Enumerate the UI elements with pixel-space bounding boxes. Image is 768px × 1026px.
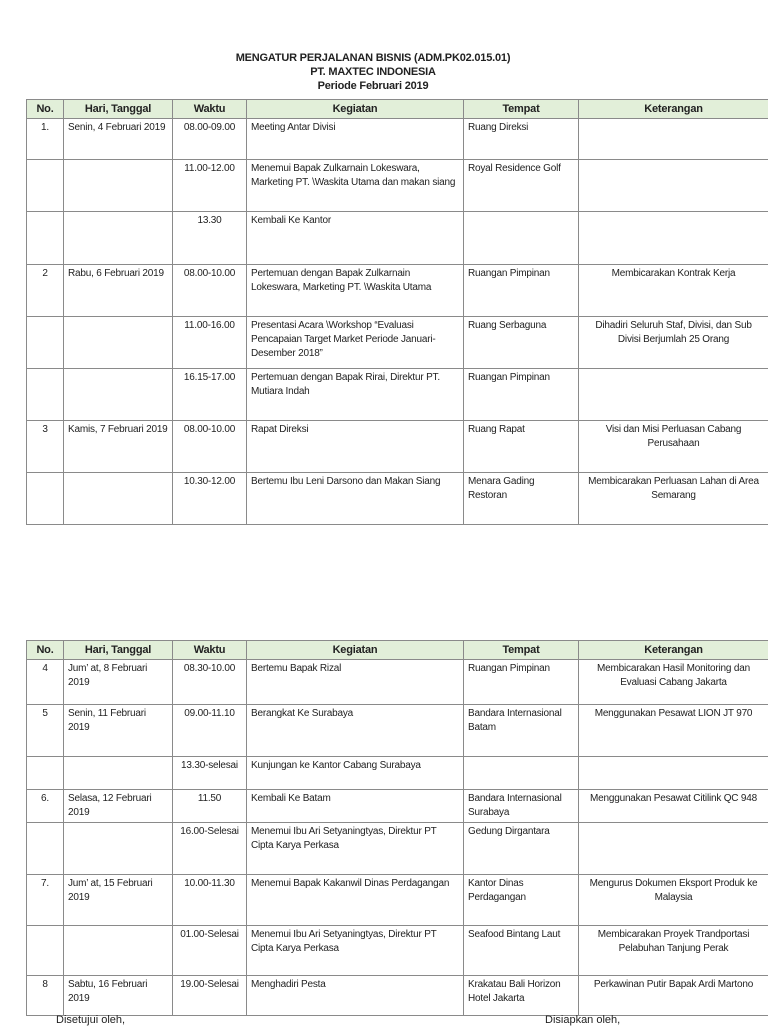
cell-keterangan: Membicarakan Hasil Monitoring dan Evaluasi Cabang Jakarta [579,660,768,705]
schedule-table-2 [26,640,768,1016]
cell-hari-tanggal [64,369,173,421]
cell-waktu: 11.00-16.00 [173,317,247,369]
cell-tempat: Ruang Serbaguna [464,317,579,369]
column-header-kegiatan: Kegiatan [247,100,464,119]
cell-keterangan [579,823,768,875]
column-header-tempat: Tempat [464,100,579,119]
column-header-waktu: Waktu [173,100,247,119]
cell-no [27,212,64,265]
cell-keterangan: Membicarakan Proyek Trandportasi Pelabuhan Tanjung Perak [579,926,768,976]
cell-waktu: 11.00-12.00 [173,160,247,212]
cell-keterangan: Perkawinan Putir Bapak Ardi Martono [579,976,768,1016]
period-label: Periode Februari 2019 [0,80,746,92]
table-row [27,317,768,369]
cell-tempat [464,757,579,790]
cell-waktu: 09.00-11.10 [173,705,247,757]
table-row [27,265,768,317]
cell-keterangan: Dihadiri Seluruh Staf, Divisi, dan Sub Divisi Berjumlah 25 Orang [579,317,768,369]
cell-waktu: 10.30-12.00 [173,473,247,525]
cell-waktu: 11.50 [173,790,247,823]
column-header-tempat: Tempat [464,641,579,660]
cell-waktu: 08.30-10.00 [173,660,247,705]
column-header-hari-tanggal: Hari, Tanggal [64,100,173,119]
cell-hari-tanggal: Rabu, 6 Februari 2019 [64,265,173,317]
cell-waktu: 08.00-09.00 [173,119,247,160]
cell-hari-tanggal: Kamis, 7 Februari 2019 [64,421,173,473]
cell-no [27,160,64,212]
cell-tempat: Ruangan Pimpinan [464,660,579,705]
company-name: PT. MAXTEC INDONESIA [0,66,746,78]
cell-kegiatan: Pertemuan dengan Bapak Rirai, Direktur PT. Mutiara Indah [247,369,464,421]
table-row [27,119,768,160]
column-header-no: No. [27,100,64,119]
table-row [27,369,768,421]
cell-waktu: 16.15-17.00 [173,369,247,421]
cell-tempat [464,212,579,265]
cell-no: 1. [27,119,64,160]
table-row [27,473,768,525]
cell-no [27,369,64,421]
table-row [27,705,768,757]
cell-keterangan [579,160,768,212]
cell-keterangan: Menggunakan Pesawat LION JT 970 [579,705,768,757]
cell-kegiatan: Bertemu Bapak Rizal [247,660,464,705]
cell-hari-tanggal: Sabtu, 16 Februari 2019 [64,976,173,1016]
column-header-kegiatan: Kegiatan [247,641,464,660]
cell-kegiatan: Bertemu Ibu Leni Darsono dan Makan Siang [247,473,464,525]
document-title: MENGATUR PERJALANAN BISNIS (ADM.PK02.015.01) [0,52,746,64]
table-row [27,790,768,823]
cell-hari-tanggal [64,212,173,265]
table-row [27,823,768,875]
cell-keterangan: Membicarakan Perluasan Lahan di Area Semarang [579,473,768,525]
cell-no [27,926,64,976]
table-row [27,757,768,790]
column-header-hari-tanggal: Hari, Tanggal [64,641,173,660]
cell-waktu: 16.00-Selesai [173,823,247,875]
cell-no: 7. [27,875,64,926]
cell-kegiatan: Meeting Antar Divisi [247,119,464,160]
header-row [27,100,768,119]
cell-tempat: Ruang Direksi [464,119,579,160]
cell-kegiatan: Kembali Ke Kantor [247,212,464,265]
cell-kegiatan: Menemui Ibu Ari Setyaningtyas, Direktur PT Cipta Karya Perkasa [247,926,464,976]
cell-tempat: Royal Residence Golf [464,160,579,212]
cell-waktu: 01.00-Selesai [173,926,247,976]
table-row [27,926,768,976]
cell-hari-tanggal: Jum’ at, 8 Februari 2019 [64,660,173,705]
cell-waktu: 13.30 [173,212,247,265]
cell-kegiatan: Berangkat Ke Surabaya [247,705,464,757]
column-header-no: No. [27,641,64,660]
cell-hari-tanggal [64,160,173,212]
cell-no: 3 [27,421,64,473]
table-row [27,421,768,473]
cell-waktu: 13.30-selesai [173,757,247,790]
cell-tempat: Kantor Dinas Perdagangan [464,875,579,926]
cell-kegiatan: Menemui Ibu Ari Setyaningtyas, Direktur PT Cipta Karya Perkasa [247,823,464,875]
cell-no [27,757,64,790]
cell-kegiatan: Menemui Bapak Zulkarnain Lokeswara, Marketing PT. \Waskita Utama dan makan siang [247,160,464,212]
cell-tempat: Krakatau Bali Horizon Hotel Jakarta [464,976,579,1016]
cell-no: 2 [27,265,64,317]
cell-hari-tanggal [64,473,173,525]
cell-no [27,823,64,875]
cell-hari-tanggal: Jum’ at, 15 Februari 2019 [64,875,173,926]
cell-kegiatan: Pertemuan dengan Bapak Zulkarnain Lokeswara, Marketing PT. \Waskita Utama [247,265,464,317]
cell-keterangan: Membicarakan Kontrak Kerja [579,265,768,317]
schedule-table-1 [26,99,768,525]
cell-waktu: 08.00-10.00 [173,265,247,317]
cell-hari-tanggal: Senin, 11 Februari 2019 [64,705,173,757]
cell-tempat: Ruangan Pimpinan [464,265,579,317]
cell-waktu: 10.00-11.30 [173,875,247,926]
cell-keterangan [579,119,768,160]
table-row [27,976,768,1016]
cell-kegiatan: Rapat Direksi [247,421,464,473]
cell-tempat: Ruang Rapat [464,421,579,473]
cell-hari-tanggal [64,926,173,976]
cell-no [27,317,64,369]
cell-keterangan [579,369,768,421]
cell-no: 4 [27,660,64,705]
cell-kegiatan: Menemui Bapak Kakanwil Dinas Perdagangan [247,875,464,926]
table-row [27,875,768,926]
cell-waktu: 08.00-10.00 [173,421,247,473]
column-header-waktu: Waktu [173,641,247,660]
cell-tempat: Menara Gading Restoran [464,473,579,525]
cell-no: 6. [27,790,64,823]
cell-kegiatan: Kembali Ke Batam [247,790,464,823]
cell-tempat: Bandara Internasional Surabaya [464,790,579,823]
cell-kegiatan: Menghadiri Pesta [247,976,464,1016]
header-row [27,641,768,660]
table-row [27,212,768,265]
cell-tempat: Seafood Bintang Laut [464,926,579,976]
cell-tempat: Bandara Internasional Batam [464,705,579,757]
cell-tempat: Ruangan Pimpinan [464,369,579,421]
cell-no: 5 [27,705,64,757]
column-header-keterangan: Keterangan [579,100,768,119]
cell-keterangan: Mengurus Dokumen Eksport Produk ke Malaysia [579,875,768,926]
cell-hari-tanggal [64,823,173,875]
cell-no: 8 [27,976,64,1016]
cell-keterangan: Menggunakan Pesawat Citilink QC 948 [579,790,768,823]
approved-by-label: Disetujui oleh, [56,1014,125,1026]
cell-kegiatan: Kunjungan ke Kantor Cabang Surabaya [247,757,464,790]
cell-no [27,473,64,525]
column-header-keterangan: Keterangan [579,641,768,660]
cell-hari-tanggal: Senin, 4 Februari 2019 [64,119,173,160]
table-row [27,660,768,705]
cell-keterangan [579,212,768,265]
cell-hari-tanggal [64,757,173,790]
table-row [27,160,768,212]
cell-keterangan [579,757,768,790]
cell-hari-tanggal [64,317,173,369]
cell-tempat: Gedung Dirgantara [464,823,579,875]
cell-kegiatan: Presentasi Acara \Workshop “Evaluasi Pencapaian Target Market Periode Januari-Desember 2018” [247,317,464,369]
cell-keterangan: Visi dan Misi Perluasan Cabang Perusahaan [579,421,768,473]
prepared-by-label: Disiapkan oleh, [545,1014,620,1026]
cell-waktu: 19.00-Selesai [173,976,247,1016]
cell-hari-tanggal: Selasa, 12 Februari 2019 [64,790,173,823]
